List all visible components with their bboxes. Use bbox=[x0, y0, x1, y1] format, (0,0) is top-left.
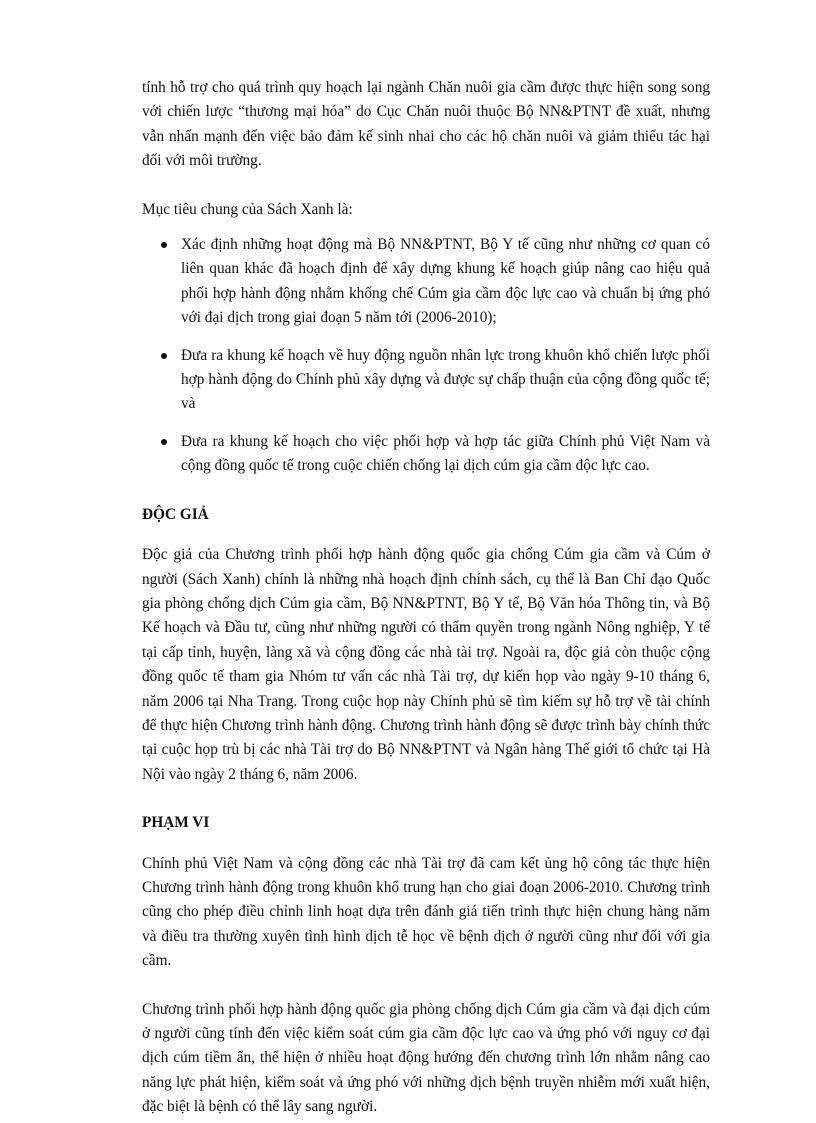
bullet-icon bbox=[161, 242, 167, 248]
readers-heading: ĐỘC GIẢ bbox=[142, 505, 209, 523]
scope-paragraph-1: Chính phủ Việt Nam và cộng đồng các nhà Tài trợ đã cam kết ủng hộ công tác thực hiện Chương trình hành động trong khuôn khổ trung hạn cho giai đoạn 2006-2010. Chương trình cũng cho phép điều chỉnh linh hoạt dựa trên đánh giá tiến trình thực hiện chung hàng năm và điều tra thường xuyên tình hình dịch tễ học về bệnh dịch ở người cũng như đối với gia cầm. bbox=[142, 854, 710, 970]
objectives-intro: Mục tiêu chung của Sách Xanh là: bbox=[142, 200, 353, 218]
bullet-icon bbox=[161, 353, 167, 359]
list-item bbox=[142, 233, 710, 331]
list-item bbox=[142, 344, 710, 417]
list-item-text: Xác định những hoạt động mà Bộ NN&PTNT, Bộ Y tế cũng như những cơ quan có liên quan khác đã hoạch định để xây dựng khung kế hoạch giúp nâng cao hiệu quả phối hợp hành động nhằm khống chế Cúm gia cầm độc lực cao và chuẩn bị ứng phó với đại dịch trong giai đoạn 5 năm tới (2006-2010); bbox=[181, 236, 710, 327]
list-item bbox=[142, 430, 710, 479]
document-page bbox=[142, 76, 710, 1120]
opening-paragraph: tính hỗ trợ cho quá trình quy hoạch lại ngành Chăn nuôi gia cầm được thực hiện song song với chiến lược “thương mại hóa” do Cục Chăn nuôi thuộc Bộ NN&PTNT đề xuất, nhưng vẫn nhấn mạnh đến việc bảo đảm kế sinh nhai cho các hộ chăn nuôi và giảm thiểu tác hại đối với môi trường. bbox=[142, 79, 710, 170]
objectives-list bbox=[142, 233, 710, 479]
scope-heading: PHẠM VI bbox=[142, 814, 210, 832]
bullet-icon bbox=[161, 439, 167, 445]
scope-paragraph-2: Chương trình phối hợp hành động quốc gia phòng chống dịch Cúm gia cầm và đại dịch cúm ở người cũng tính đến việc kiểm soát cúm gia cầm độc lực cao và ứng phó với nguy cơ đại dịch cúm tiềm ẩn, thể hiện ở nhiều hoạt động hướng đến chương trình lớn nhằm nâng cao năng lực phát hiện, kiểm soát và ứng phó với những dịch bệnh truyền nhiễm mới xuất hiện, đặc biệt là bệnh có thể lây sang người. bbox=[142, 1000, 710, 1116]
list-item-text: Đưa ra khung kế hoạch về huy động nguồn nhân lực trong khuôn khổ chiến lược phối hợp hành động do Chính phủ xây dựng và được sự chấp thuận của cộng đồng quốc tế; và bbox=[181, 346, 710, 413]
readers-paragraph: Độc giả của Chương trình phối hợp hành động quốc gia chống Cúm gia cầm và Cúm ở người (Sách Xanh) chính là những nhà hoạch định chính sách, cụ thể là Ban Chỉ đạo Quốc gia phòng chống dịch Cúm gia cầm, Bộ NN&PTNT, Bộ Y tế, Bộ Văn hóa Thông tin, và Bộ Kế hoạch và Đầu tư, cũng như những người có thẩm quyền trong ngành Nông nghiệp, Y tế tại cấp tỉnh, huyện, làng xã và cộng đồng các nhà tài trợ. Ngoài ra, độc giả còn thuộc cộng đồng quốc tế tham gia Nhóm tư vấn các nhà Tài trợ, dự kiến họp vào ngày 9-10 tháng 6, năm 2006 tại Nha Trang. Trong cuộc họp này Chính phủ sẽ tìm kiếm sự hỗ trợ về tài chính để thực hiện Chương trình hành động. Chương trình hành động sẽ được trình bày chính thức tại cuộc họp trù bị các nhà Tài trợ do Bộ NN&PTNT và Ngân hàng Thế giới tổ chức tại Hà Nội vào ngày 2 tháng 6, năm 2006. bbox=[142, 546, 710, 783]
list-item-text: Đưa ra khung kế hoạch cho việc phối hợp và hợp tác giữa Chính phủ Việt Nam và cộng đồng quốc tế trong cuộc chiến chống lại dịch cúm gia cầm độc lực cao. bbox=[181, 432, 710, 475]
